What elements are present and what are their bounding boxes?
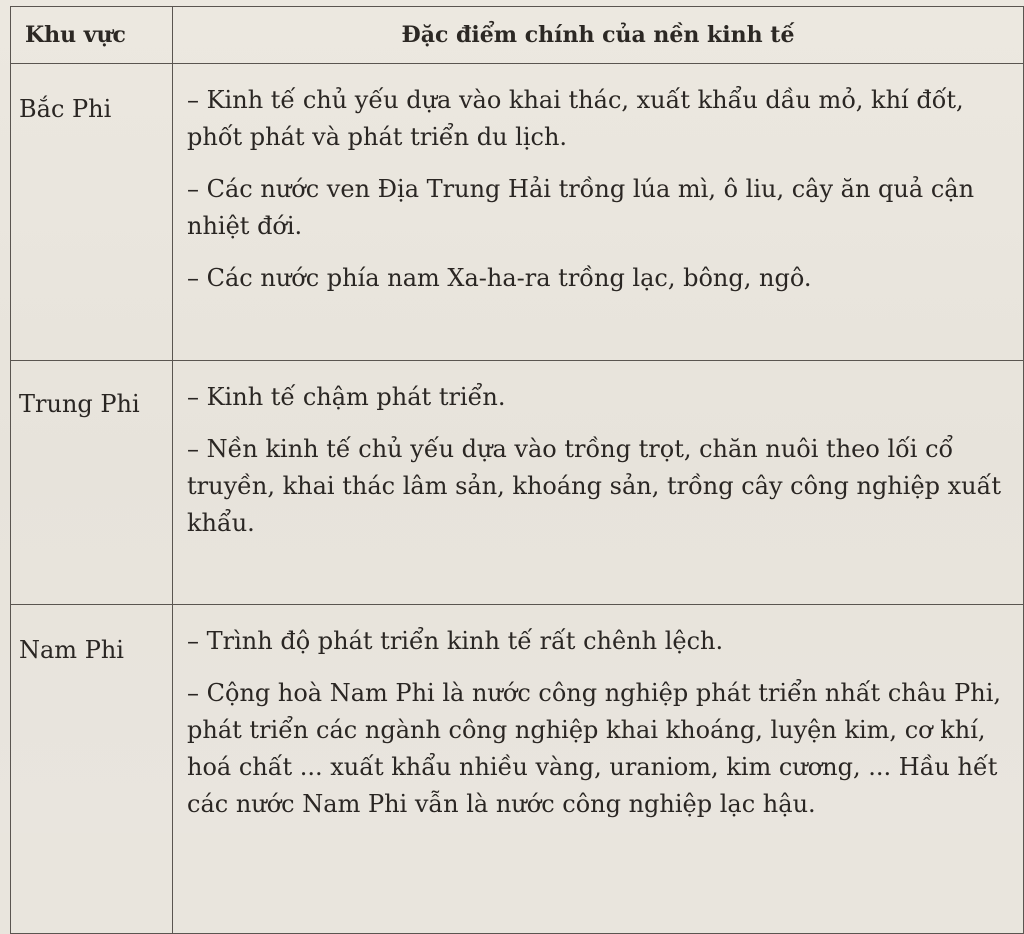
region-cell: Bắc Phi	[11, 64, 173, 361]
region-cell: Nam Phi	[11, 605, 173, 934]
feature-point: – Kinh tế chủ yếu dựa vào khai thác, xuất khẩu dầu mỏ, khí đốt, phốt phát và phát triển du lịch.	[187, 86, 964, 151]
header-region: Khu vực	[11, 7, 173, 64]
table-header-row	[11, 7, 1024, 64]
features-cell	[173, 64, 1024, 361]
header-features: Đặc điểm chính của nền kinh tế	[173, 7, 1024, 64]
feature-point: – Kinh tế chậm phát triển.	[187, 383, 506, 411]
features-cell	[173, 605, 1024, 934]
africa-economy-table	[10, 6, 1024, 934]
feature-point: – Các nước phía nam Xa-ha-ra trồng lạc, bông, ngô.	[187, 264, 812, 292]
feature-point: – Các nước ven Địa Trung Hải trồng lúa mì, ô liu, cây ăn quả cận nhiệt đới.	[187, 175, 975, 240]
table-row	[11, 605, 1024, 934]
features-cell	[173, 361, 1024, 605]
table-row	[11, 361, 1024, 605]
region-cell: Trung Phi	[11, 361, 173, 605]
feature-point: – Nền kinh tế chủ yếu dựa vào trồng trọt, chăn nuôi theo lối cổ truyền, khai thác lâm sản, khoáng sản, trồng cây công nghiệp xuất khẩu.	[187, 435, 1001, 537]
feature-point: – Cộng hoà Nam Phi là nước công nghiệp phát triển nhất châu Phi, phát triển các ngành công nghiệp khai khoáng, luyện kim, cơ khí, hoá chất ... xuất khẩu nhiều vàng, uraniom, kim cương, ... Hầu hết các nước Nam Phi vẫn là nước công nghiệp lạc hậu.	[187, 679, 1002, 818]
table-row	[11, 64, 1024, 361]
feature-point: – Trình độ phát triển kinh tế rất chênh lệch.	[187, 627, 724, 655]
